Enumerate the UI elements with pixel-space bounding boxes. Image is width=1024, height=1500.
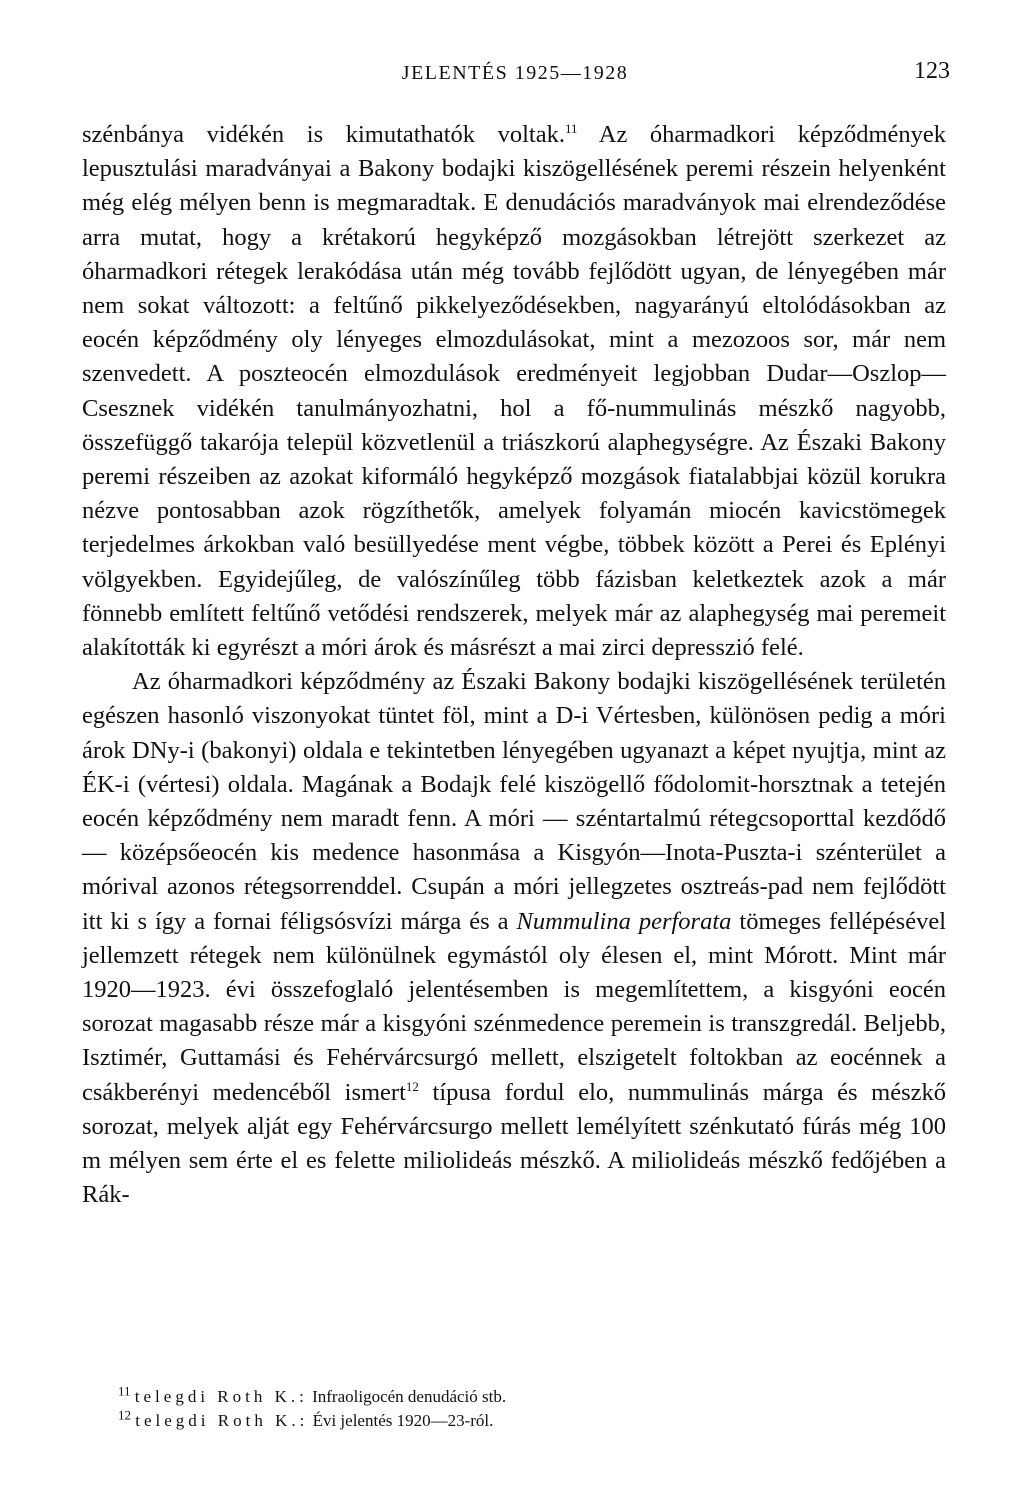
paragraph-1 <box>82 118 946 665</box>
running-title: JELENTÉS 1925—1928 <box>401 62 629 84</box>
footnote-text: Infraoligocén denudáció stb. <box>312 1387 507 1406</box>
footnote-author: telegdi Roth K.: <box>135 1411 309 1430</box>
paragraph-2-text-c: típusa fordul elo, nummulinás márga és mészkő sorozat, melyek alját egy Fehérvárcsurgo mellett lemélyített szénkutató fúrás még 100 m mélyen sem érte el es felette miliolideás mészkő. A miliolideás mészkő fedőjében a Rák- <box>82 1078 946 1209</box>
footnotes <box>118 1385 818 1433</box>
body-text <box>82 118 946 1213</box>
footnote-ref-11: 11 <box>564 120 578 136</box>
paragraph-2-text-b: tömeges fellépésével jellemzett rétegek nem különülnek egymástól oly élesen el, mint Mórott. Mint már 1920—1923. évi összefoglaló jelentésemben is megemlítettem, a kisgyóni eocén sorozat magasabb része már a kisgyóni szénmedence peremein is transzgredál. Beljebb, Isztimér, Guttamási és Fehérvárcsurgó mellett, elszigetelt foltokban az eocénnek a csákberényi medencéből ismert <box>82 907 946 1106</box>
footnote-12 <box>118 1409 818 1433</box>
paragraph-1-text-b: Az óharmadkori képződmények lepusztulási maradványai a Bakony bodajki kiszögellésének peremi részein helyenként még elég mélyen benn is megmaradtak. E denudációs maradványok mai elrendeződése arra mutat, hogy a krétakorú hegyképző mozgásokban létrejött szerkezet az óharmadkori rétegek lerakódása után még tovább fejlődött ugyan, de lényegében már nem sokat változott: a feltűnő pikkelyeződésekben, nagyarányú eltolódásokban az eocén képződmény oly lényeges elmozdulásokat, mint a mezozoos sor, már nem szenvedett. A poszteocén elmozdulások eredményeit legjobban Dudar—Oszlop—Csesznek vidékén tanulmányozhatni, hol a fő-nummulinás mészkő nagyobb, összefüggő takarója települ közvetlenül a triászkorú alaphegységre. Az Északi Bakony peremi részeiben az azokat kiformáló hegyképző mozgások fiatalabbjai közül korukra nézve pontosabban azok rögzíthetők, amelyek folyamán miocén kavicstömegek terjedelmes árkokban való besüllyedése ment végbe, többek között a Perei és Eplényi völgyekben. Egyidejűleg, de valószínűleg több fázisban keletkeztek azok a már fönnebb említett feltűnő vetődési rendszerek, melyek már az alaphegység mai peremeit alakították ki egyrészt a móri árok és másrészt a mai zirci depresszió felé. <box>82 121 946 662</box>
footnote-text: Évi jelentés 1920—23-ról. <box>312 1411 494 1430</box>
paragraph-1-text-a: szénbánya vidékén is kimutathatók voltak. <box>82 121 565 148</box>
footnote-number: 11 <box>118 1383 131 1399</box>
page-number: 123 <box>914 58 950 84</box>
footnote-11 <box>118 1385 818 1409</box>
footnote-author: telegdi Roth K.: <box>134 1387 308 1406</box>
footnote-number: 12 <box>118 1407 131 1423</box>
paragraph-2 <box>82 665 946 1212</box>
paragraph-2-text-a: Az óharmadkori képződmény az Északi Bakony bodajki kiszögellésének területén egészen hasonló viszonyokat tüntet föl, mint a D-i Vértesben, különösen pedig a móri árok DNy-i (bakonyi) oldala e tekintetben lényegében ugyanazt a képet nyujtja, mint az ÉK-i (vértesi) oldala. Magának a Bodajk felé kiszögellő fődolomit-horsztnak a tetején eocén képződmény nem maradt fenn. A móri — széntartalmú rétegcsoporttal kezdődő — középsőeocén kis medence hasonmása a Kisgyón—Inota-Puszta-i szénterület a mórival azonos rétegsorrenddel. Csupán a móri jellegzetes osztreás-pad nem fejlődött itt ki s így a fornai féligsósvízi márga és a <box>82 668 946 935</box>
running-header <box>80 58 950 88</box>
italic-species-name: Nummulina perforata <box>516 907 732 935</box>
footnote-ref-12: 12 <box>405 1078 419 1094</box>
